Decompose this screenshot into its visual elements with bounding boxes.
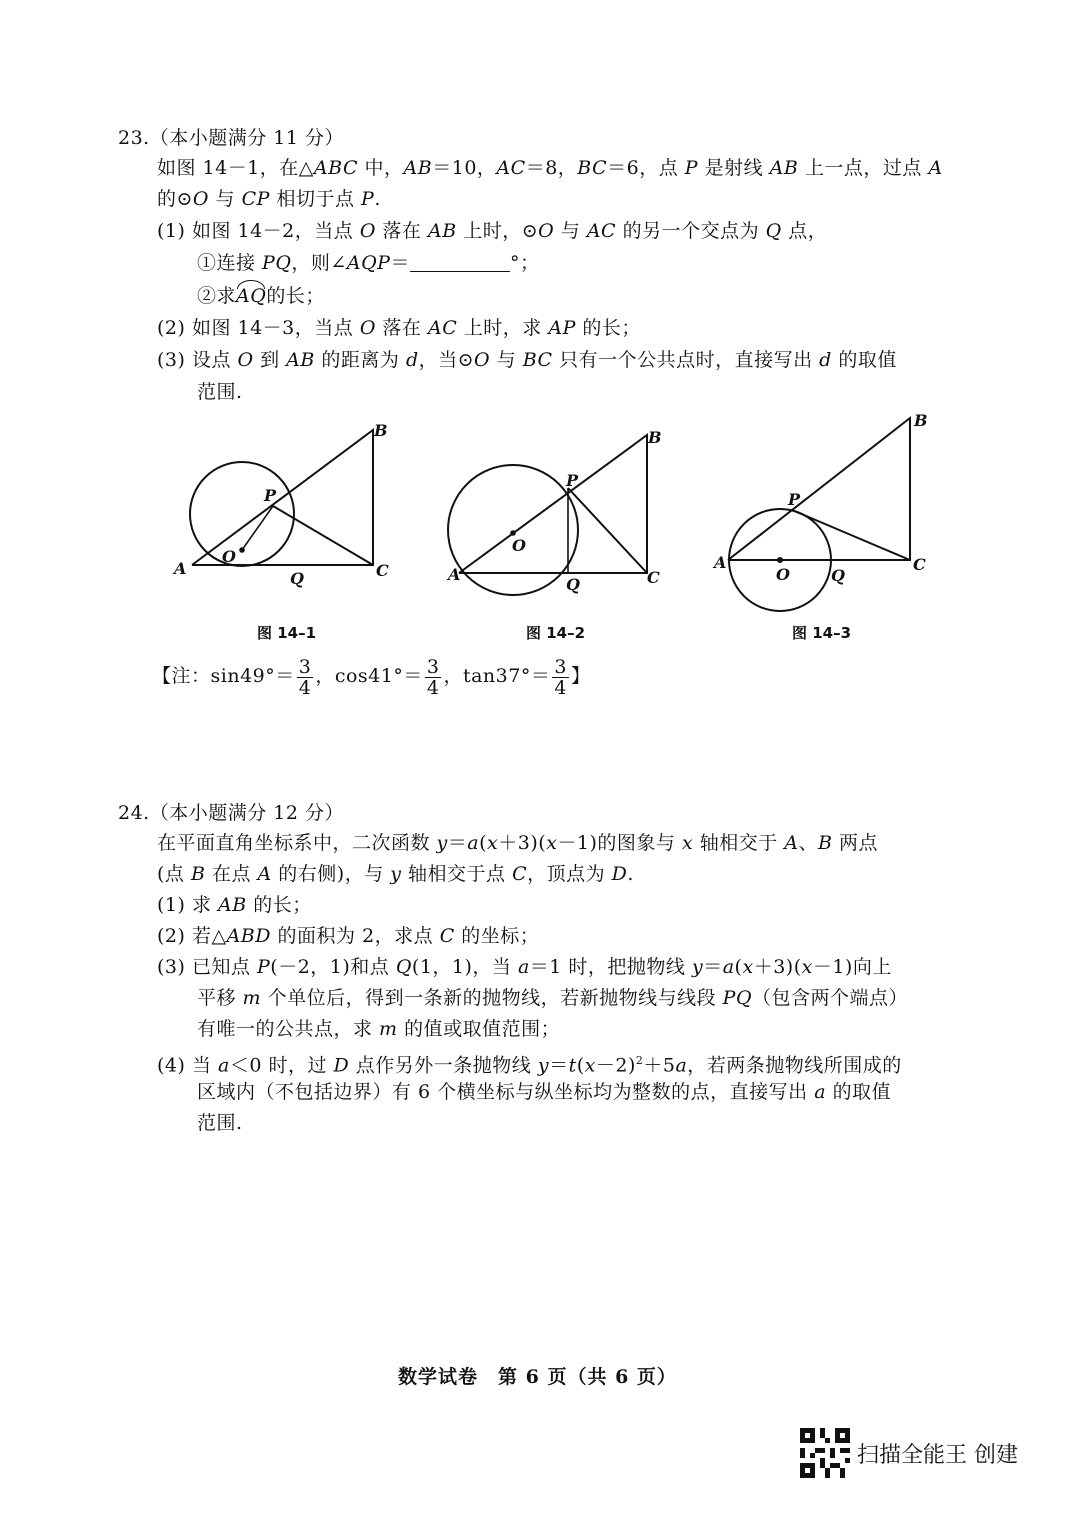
text: 的另一个交点为	[616, 220, 766, 242]
math: O	[359, 220, 376, 242]
text: 的长；	[266, 285, 325, 307]
text: (1，1)，当	[411, 956, 518, 978]
text: ＝	[390, 252, 410, 274]
text: 平移	[197, 987, 243, 1009]
label-q: Q	[290, 569, 304, 588]
text: 的长；	[246, 894, 312, 916]
text: －2)	[595, 1054, 636, 1077]
text: 轴相交于	[693, 832, 785, 854]
text: (	[734, 956, 743, 978]
text: 落在	[375, 317, 428, 339]
math: x	[584, 1054, 596, 1077]
math: d	[405, 349, 419, 371]
math: Q	[395, 956, 412, 978]
numerator: 3	[298, 655, 312, 678]
text: 的长；	[575, 317, 641, 339]
label-o: O	[776, 565, 790, 584]
text: 只有一个公共点时，直接写出	[552, 349, 820, 371]
figure-14-2	[438, 418, 678, 618]
math: BC	[522, 349, 553, 371]
math: x	[801, 956, 813, 978]
q23-part2	[157, 315, 641, 341]
q24-header: 24.（本小题满分 12 分）	[118, 802, 344, 824]
text: 如图 14－1，在△	[157, 157, 314, 179]
text: ＋3)(	[753, 956, 802, 978]
text: 上时，⊙	[456, 220, 539, 242]
math: ABC	[313, 157, 358, 179]
q24-part4-line3: 范围.	[197, 1112, 243, 1134]
label-p: P	[264, 486, 277, 505]
math: a	[722, 956, 735, 978]
text: 在点	[205, 863, 258, 885]
math: O	[474, 349, 491, 371]
text: 在平面直角坐标系中，二次函数	[157, 832, 437, 854]
label-o: O	[222, 547, 236, 566]
label-p: P	[566, 471, 579, 490]
math: AB	[403, 157, 433, 179]
text: 、	[798, 832, 819, 854]
math: D	[333, 1054, 350, 1077]
text: ①连接	[197, 252, 263, 274]
math: m	[242, 987, 262, 1009]
denominator: 4	[298, 676, 312, 699]
label-a: A	[714, 553, 727, 572]
text: 落在	[375, 220, 428, 242]
text: ，则∠	[291, 252, 347, 274]
center-point	[510, 530, 516, 536]
q23-part1	[157, 218, 827, 244]
tangent-cp	[273, 506, 373, 565]
text: ＝	[447, 832, 468, 854]
denominator: 4	[426, 676, 440, 699]
q23-header: 23.（本小题满分 11 分）	[118, 127, 344, 149]
text: ＋3)(	[498, 832, 547, 854]
text: ，顶点为	[527, 863, 612, 885]
math: D	[611, 863, 628, 885]
text: (1) 求	[157, 894, 218, 916]
text: 【注：sin49°＝	[152, 665, 295, 687]
math: y	[390, 863, 402, 885]
math: AQP	[346, 252, 391, 274]
text: ＋5	[643, 1054, 676, 1077]
fraction	[297, 657, 314, 698]
text: 区域内（不包括边界）有 6 个横坐标与纵坐标均为整数的点，直接写出	[197, 1081, 815, 1103]
fraction	[552, 657, 569, 698]
math: O	[538, 220, 555, 242]
text: 的值或取值范围；	[397, 1018, 561, 1040]
text: 点作另外一条抛物线	[349, 1054, 538, 1077]
label-b: B	[648, 428, 662, 447]
triangle-abc	[728, 418, 910, 560]
text: ，tan37°＝	[443, 665, 551, 687]
page-number-footer: 数学试卷 第 6 页（共 6 页）	[398, 1366, 677, 1388]
label-p: P	[788, 490, 801, 509]
text: ＝10，	[432, 157, 497, 179]
math: CP	[241, 188, 270, 210]
math: a	[467, 832, 480, 854]
math: y	[436, 832, 448, 854]
text: 点，	[781, 220, 828, 242]
label-c: C	[913, 555, 926, 574]
q23-intro-line2	[157, 186, 381, 212]
math: AB	[218, 894, 247, 916]
text: (－2，1)和点	[270, 956, 396, 978]
q23-part1-sub1	[197, 250, 539, 276]
math: AC	[427, 317, 458, 339]
q24-part2	[157, 923, 539, 949]
numerator: 3	[554, 655, 567, 678]
text: 上一点，过点	[798, 157, 929, 179]
text: 的右侧)，与	[271, 863, 391, 885]
label-c: C	[376, 561, 389, 580]
text: 的⊙	[157, 188, 193, 210]
text: 相切于点	[269, 188, 362, 210]
text: ＝	[549, 1054, 569, 1077]
text: (1) 如图 14－2，当点	[157, 220, 360, 242]
text: －1)向上	[812, 956, 892, 978]
text: (3) 已知点	[157, 956, 257, 978]
text: (4) 当	[157, 1054, 218, 1077]
text: ②求	[197, 285, 237, 307]
text: ，当⊙	[418, 349, 475, 371]
math: P	[684, 157, 699, 179]
math: a	[675, 1054, 688, 1077]
math: A	[257, 863, 272, 885]
text: 上时，求	[457, 317, 549, 339]
text: (	[576, 1054, 585, 1077]
text: °；	[509, 252, 540, 274]
caption-14-2: 图 14–2	[526, 624, 586, 642]
label-a: A	[174, 559, 187, 578]
circle-o	[448, 465, 578, 595]
numerator: 3	[426, 655, 440, 678]
denominator: 4	[554, 676, 567, 699]
q24-part3-line3	[197, 1016, 560, 1042]
text: 到	[253, 349, 287, 371]
math: a	[218, 1054, 230, 1077]
text: ，cos41°＝	[315, 665, 423, 687]
superscript: 2	[635, 1054, 644, 1067]
text: ＝	[703, 956, 723, 978]
text: (2) 若△	[157, 925, 227, 947]
label-b: B	[374, 421, 388, 440]
text: 的坐标；	[454, 925, 540, 947]
text: (	[479, 832, 488, 854]
text: 个单位后，得到一条新的抛物线，若新抛物线与线段	[261, 987, 723, 1009]
label-b: B	[914, 411, 928, 430]
radius-op	[242, 506, 273, 550]
math: x	[546, 832, 558, 854]
text: 的距离为	[314, 349, 406, 371]
caption-14-3: 图 14–3	[792, 624, 852, 642]
text: 的面积为 2，求点	[271, 925, 440, 947]
text: 与	[554, 220, 587, 242]
math: PQ	[722, 987, 753, 1009]
math: AP	[548, 317, 576, 339]
q23-note	[152, 655, 590, 698]
text: 是射线	[698, 157, 770, 179]
text: (3) 设点	[157, 349, 238, 371]
label-q: Q	[831, 566, 845, 585]
text: 与	[209, 188, 242, 210]
tangent-cp	[568, 488, 647, 573]
text: （包含两个端点）	[752, 987, 909, 1009]
math: A	[928, 157, 943, 179]
math: O	[359, 317, 376, 339]
arc-aq: AQ	[236, 285, 267, 307]
math: m	[379, 1018, 398, 1040]
math: A	[784, 832, 799, 854]
q23-intro-line1	[157, 155, 943, 181]
math: a	[517, 956, 530, 978]
math: x	[742, 956, 754, 978]
math: PQ	[262, 252, 292, 274]
math: O	[237, 349, 254, 371]
math: P	[361, 188, 375, 210]
text: 两点	[832, 832, 879, 854]
text: 】	[570, 665, 591, 687]
math: AC	[496, 157, 526, 179]
q23-part1-sub2	[197, 283, 325, 309]
text: 的取值	[831, 349, 897, 371]
label-o: O	[512, 536, 526, 555]
q24-intro-line2	[157, 861, 634, 887]
tangent-cp	[792, 510, 910, 560]
triangle-abc	[192, 430, 373, 565]
text: 的取值	[826, 1081, 892, 1103]
text: (2) 如图 14－3，当点	[157, 317, 360, 339]
answer-blank[interactable]	[410, 251, 510, 272]
watermark-text: 扫描全能王 创建	[857, 1443, 1018, 1468]
q23-part3-cont: 范围.	[197, 381, 243, 403]
q24-part3	[157, 954, 892, 980]
figure-14-1	[168, 418, 398, 618]
text: .	[627, 863, 634, 885]
math: x	[487, 832, 499, 854]
text: 轴相交于点	[401, 863, 513, 885]
center-point	[239, 547, 245, 553]
math: C	[439, 925, 455, 947]
figure-14-3	[710, 408, 940, 618]
math: y	[691, 956, 704, 978]
text: (点	[157, 863, 191, 885]
q24-part3-line2	[197, 985, 908, 1011]
text: 中，	[358, 157, 404, 179]
math: BC	[577, 157, 608, 179]
text: －1)的图象与	[557, 832, 682, 854]
qr-code-icon	[800, 1428, 850, 1478]
math: B	[818, 832, 833, 854]
caption-14-1: 图 14–1	[257, 624, 317, 642]
math: B	[190, 863, 206, 885]
math: AB	[769, 157, 799, 179]
math: P	[257, 956, 271, 978]
math: y	[537, 1054, 550, 1077]
math: a	[814, 1081, 827, 1103]
text: ，若两条抛物线所围成的	[687, 1054, 902, 1077]
math: t	[568, 1054, 577, 1077]
text: .	[374, 188, 381, 210]
fraction	[425, 657, 442, 698]
triangle-abc	[459, 435, 647, 573]
q24-part4	[157, 1048, 902, 1078]
math: d	[819, 349, 832, 371]
text: ＝8，	[525, 157, 578, 179]
math: C	[512, 863, 528, 885]
q24-intro-line1	[157, 830, 878, 856]
q23-part3	[157, 347, 897, 373]
center-point	[777, 557, 783, 563]
q24-part1	[157, 892, 312, 918]
label-a: A	[448, 565, 461, 584]
text: ＝6，点	[607, 157, 685, 179]
math: O	[192, 188, 209, 210]
label-c: C	[647, 568, 660, 587]
math: AC	[586, 220, 617, 242]
math: x	[681, 832, 694, 854]
text: ＜0 时，过	[229, 1054, 334, 1077]
math: ABD	[226, 925, 271, 947]
text: 有唯一的公共点，求	[197, 1018, 380, 1040]
math: AB	[427, 220, 457, 242]
math: Q	[765, 220, 782, 242]
q24-part4-line2	[197, 1079, 891, 1105]
math: AB	[286, 349, 315, 371]
text: ＝1 时，把抛物线	[529, 956, 692, 978]
text: 与	[490, 349, 523, 371]
label-q: Q	[566, 575, 580, 594]
